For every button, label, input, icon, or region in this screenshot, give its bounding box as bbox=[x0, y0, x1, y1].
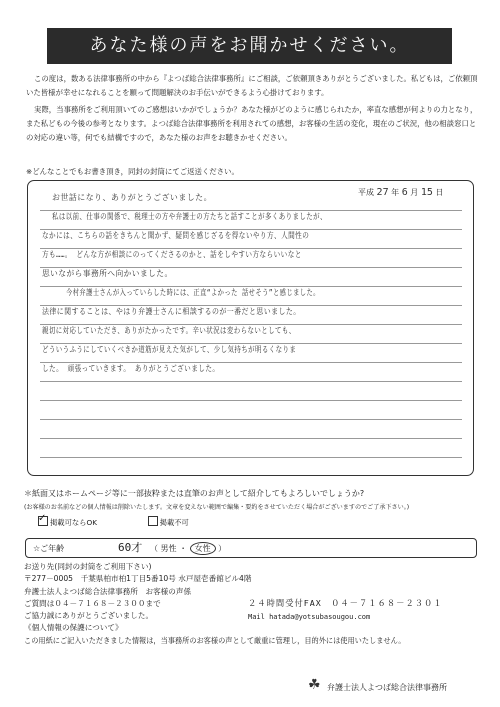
intro-paragraph: 実際，当事務所をご利用頂いてのご感想はいかがでしょうか？あなた様がどのように感じられたか，率直な感想が何よりの力となり，また私どもの今後の参考となります。よつば総合法律事務所を利用されての感想，お客様の生活の変化，現在のご状況，他の相談窓口との対応の違い等，何でも結構ですので，あなた様のお声をお聴きかせください。 bbox=[26, 104, 478, 143]
gender-options: （ 男性 ・ 女性 ） bbox=[150, 544, 227, 553]
organization-name: 弁護士法人よつば総合法律事務所 お客様の声係 bbox=[24, 586, 192, 596]
instruction-note: ※どんなことでもお書き頂き，同封の封筒にてご返送ください。 bbox=[26, 167, 239, 176]
age-value[interactable]: 60才 bbox=[118, 541, 143, 554]
date-day: 15 bbox=[420, 187, 433, 198]
date-line bbox=[358, 187, 443, 198]
privacy-title: 《個人情報の保護について》 bbox=[24, 623, 123, 633]
phone-line: ご質問は０４－７１６８－２３００まで bbox=[24, 598, 161, 608]
rule-line bbox=[40, 381, 462, 382]
letter-line: した。 頑張っていきます。 ありがとうございました。 bbox=[42, 363, 220, 373]
date-month: 6 bbox=[401, 187, 408, 198]
age-label: ☆ご年齢 bbox=[33, 544, 65, 553]
rule-line bbox=[40, 438, 462, 439]
letter-line: なかには、こちらの話をきちんと聞かず、疑問を感じざるを得ないやり方、人間性の bbox=[42, 230, 310, 240]
rule-line bbox=[40, 400, 462, 401]
gender-separator: ・ bbox=[179, 544, 188, 553]
letter-line: 法律に関することは、やはり弁護士さんに相談するのが一番だと思いました。 bbox=[42, 306, 301, 316]
letter-line: 今村弁護士さんが入っていらした時には、正直“よかった 話せそう”と感じました。 bbox=[66, 287, 320, 297]
mailing-address: 〒277－0005 千葉県柏市柏1丁目5番10号 水戸屋壱番館ビル4階 bbox=[24, 574, 252, 584]
permission-ok-label: 掲載可ならOK bbox=[50, 518, 98, 527]
date-year: 27 bbox=[376, 187, 389, 198]
letter-line: どういうふうにしていくべきか道筋が見えた気がして、少し気持ちが明るくなりま bbox=[42, 344, 297, 354]
rule-line bbox=[40, 419, 462, 420]
era-label: 平成 bbox=[358, 188, 374, 197]
intro-text bbox=[26, 72, 478, 145]
gender-male[interactable]: 男性 bbox=[160, 544, 177, 553]
letter-line: 思いながら事務所へ向かいました。 bbox=[42, 268, 173, 278]
letter-line: 私は以前、仕事の関係で、税理士の方や弁護士の方たちと話すことが多くありましたが、 bbox=[52, 211, 327, 221]
permission-ng-checkbox[interactable] bbox=[148, 516, 158, 526]
page-title-banner: あなた様の声をお聞かせください。 bbox=[47, 28, 452, 64]
office-name: 弁護士法人よつば総合法律事務所 bbox=[327, 683, 447, 692]
letter-line: お世話になり、ありがとうございました。 bbox=[52, 192, 213, 202]
letter-line: 親切に対応していただき、ありがたかったです。辛い状況は変わらないとしても、 bbox=[42, 325, 296, 335]
publication-permission bbox=[24, 487, 480, 529]
permission-ok-checkbox[interactable] bbox=[38, 516, 48, 526]
clover-logo-icon: ☘ bbox=[308, 677, 321, 693]
thanks-line: ご協力誠にありがとうございました。 bbox=[24, 611, 154, 621]
age-box bbox=[25, 538, 477, 558]
year-label: 年 bbox=[391, 188, 400, 197]
fax-number: ２４時間受付FAX ０４－７１６８－２３０１ bbox=[248, 598, 443, 608]
mailing-lead: お送り先(同封の封筒をご利用下さい) bbox=[24, 562, 152, 571]
rule-line bbox=[40, 457, 462, 458]
permission-ng-label: 掲載不可 bbox=[159, 518, 189, 527]
permission-question: ＊紙面又はホームページ等に一部抜粋または直筆のお声として紹介してもよろしいでしょうか? bbox=[24, 489, 365, 498]
privacy-text: この用紙にご記入いただきました情報は，当事務所のお客様の声として厳重に管理し，目的外には使用いたしません。 bbox=[24, 635, 406, 645]
month-label: 月 bbox=[410, 188, 419, 197]
intro-paragraph: この度は，数ある法律事務所の中から『よつば総合法律事務所』にご相談，ご依頼頂きありがとうございました。私どもは，ご依頼頂いた皆様が幸せになれることを願って問題解決のお手伝いができるよう心掛けております。 bbox=[26, 74, 478, 98]
permission-note: (お客様のお名前などの個人情報は削除いたします。文章を変えない範囲で編集・要約をさせていただく場合がございますのでご了承下さい。) bbox=[24, 504, 410, 511]
permission-options bbox=[24, 516, 480, 529]
email-address[interactable]: Mail hatada@yotsubasougou.com bbox=[248, 613, 371, 621]
day-label: 日 bbox=[435, 188, 444, 197]
letter-line: 方も……。 どんな方が相談にのってくださるのかと、話をしやすい方ならいいなと bbox=[42, 249, 302, 259]
gender-female-selected[interactable]: 女性 bbox=[190, 542, 216, 555]
